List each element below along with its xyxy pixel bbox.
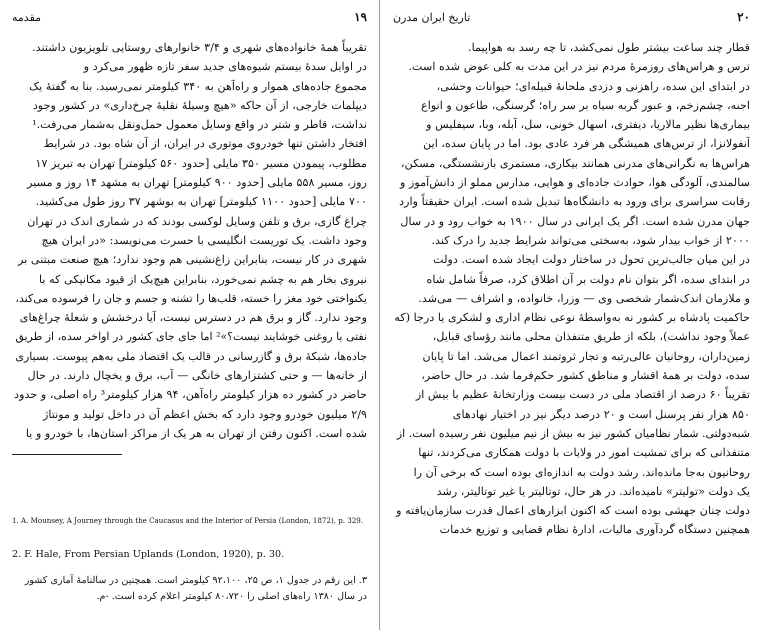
text-line: سده، دولت بر همهٔ اقشار و مناطق کشور حکم‌فرما شد. در حال حاضر، [421, 369, 750, 383]
text-line: هراس‌ها به نگرانی‌های مدرنی همانند بیکاری، مستمری بازنشستگی، مسکن، [401, 156, 750, 170]
text-line: نداشت، قاطر و شتر در واقع وسایل معمول حمل‌ونقل به‌شمار می‌رفت.¹ [32, 118, 367, 132]
text-line: ۷۰۰ مایلی [حدود ۱۱۰۰ کیلومتر] تهران به بوشهر ۳۷ روز طول می‌کشید. [35, 195, 367, 209]
left-page-number: ۱۹ [354, 10, 367, 24]
text-line: عملاً وجود نداشت)، بلکه از طریق متنفذان محلی مانند رؤسای قبایل، [432, 330, 750, 344]
right-running-head [393, 8, 750, 26]
text-line: روز، مسیر ۵۵۸ مایلی [حدود ۹۰۰ کیلومتر] تهران به مشهد ۱۴ روز و مسیر [27, 176, 367, 190]
right-body-text [393, 38, 750, 540]
left-page [0, 0, 380, 630]
text-line: نفتی یا روغنی خوشایند نیست؟»² اما جای جای کشور در اواخر سده، از طریق [15, 330, 367, 344]
left-running-head [12, 8, 367, 26]
right-page-number: ۲۰ [737, 10, 750, 24]
right-page [381, 0, 762, 630]
text-line: سالمندی، آلودگی هوا، حوادث جاده‌ای و هوایی، مدارس مملو از دانش‌آموز و [400, 176, 750, 190]
text-line: بیماری‌ها نظیر مالاریا، دیفتری، اسهال خونی، سل، آبله، وبا، سیفلیس و [426, 118, 750, 132]
text-line: شهری در کار نیست، بنابراین زاغ‌نشینی هم وجود ندارد؛ هیچ صنعت مبتنی بر [18, 253, 367, 267]
text-line: و ملازمان اندک‌شمار شخصی وی — وزرا، خانواده، و اشراف — می‌شد. [418, 291, 750, 305]
text-line: ترس و هراس‌های روزمرهٔ مردم نیز در این مدت به کلی عوض شده است. [408, 60, 750, 74]
text-line: در ابتدای سده، اگر بتوان نام دولت بر آن اطلاق کرد، صرفاً شامل شاه [426, 272, 750, 286]
text-line: مطلوب، پیمودن مسیر ۳۵۰ مایلی [حدود ۵۶۰ کیلومتر] تهران به تبریز ۱۷ [35, 156, 367, 170]
text-line: چراغ گازی، برق و تلفن وسایل لوکسی بودند که در شماری اندک در تهران [27, 214, 367, 228]
text-line: شده است. اکنون رفتن از تهران به هر یک از مراکز استان‌ها، با خودرو و یا [25, 426, 367, 440]
text-line: در این میان جالب‌ترین تحول در ساختار دولت ایجاد شده است. دولت [433, 253, 750, 267]
footnote-rule [12, 454, 122, 455]
footnote-3-line-1: ۳. این رقم در جدول ۱، ص ۲۵، ۹۲،۱۰۰ کیلومتر است. همچنین در سالنامهٔ آماری کشور [24, 575, 367, 586]
text-line: در اوایل سدهٔ بیستم شیوه‌های جدید سفر تازه ظهور می‌کرد و [83, 60, 367, 74]
text-line: جهان مدرن شده است. اگر یک ایرانی در سال ۱۹۰۰ به خواب رود و در سال [400, 214, 750, 228]
text-line: شبه‌دولتی. شمار نظامیان کشور نیز به بیش از نیم میلیون نفر رسیده است. از [396, 426, 750, 440]
text-line: دیپلمات خارجی، از آن حاکه «هیچ وسیلهٔ نقلیهٔ چرخ‌داری» در کشور وجود [32, 98, 367, 112]
text-line: قطار چند ساعت بیشتر طول نمی‌کشد، تا چه رسد به هواپیما. [468, 41, 750, 54]
footnote-1: 1. A. Mounsey, A Journey through the Caucasus and the Interior of Persia (London, 1872), p. 329. [12, 516, 364, 525]
text-line: یکنواختی خود مغز را خسته، قلب‌ها را تشنه و جسم و جان را فرسوده می‌کند، [15, 291, 367, 305]
text-line: تقریباً همهٔ خانواده‌های شهری و ۳/۴ خانوارهای روستایی تلویزیون داشتند. [32, 41, 367, 54]
text-line: دولت چنان جهشی بوده است که اکنون ابزارهای اعمال قدرت سازمان‌یافته و [396, 504, 750, 518]
text-line: در ابتدای این سده، راهزنی و دزدی ملحانهٔ قبیله‌ای؛ حیوانات وحشی، [436, 79, 750, 93]
text-line: تقریباً ۶۰ درصد از اقتصاد ملی در دست بیست وزارتخانهٔ عظیم با بیش از [415, 388, 750, 402]
text-line: زمین‌داران، روحانیان عالی‌رتبه و تجار ثروتمند اعمال می‌شد. اما تا پایان [422, 349, 750, 363]
text-line: از خانه‌ها — و حتی کشتزارهای خانگی — آب، برق و یخچال دارند. در حال [27, 369, 367, 383]
text-line: آنفولانزا، از ترس‌های همیشگی هر فرد عادی بود. اما در پایان سده، این [423, 137, 750, 151]
text-line: نیروی بخار هم به چشم نمی‌خورد، بنابراین هیچ‌یک از قیود مکانیکی که با [39, 272, 367, 286]
text-line: متنفذانی که برای تمشیت امور در ولایات با دولت همکاری می‌کردند، تنها [418, 446, 750, 460]
text-line: ۲۰۰۰ از خواب بیدار شود، به‌سختی می‌تواند شرایط جدید را درک کند. [431, 233, 750, 247]
right-header-title: تاریخ ایران مدرن [393, 10, 471, 24]
text-line: وجود داشت. یک توریست انگلیسی با حسرت می‌نویسد: «در ایران هیچ [41, 233, 367, 247]
footnote-2: 2. F. Hale, From Persian Uplands (London, 1920), p. 30. [12, 549, 285, 560]
text-line: جاده‌ها، شبکهٔ برق و گازرسانی در قالب یک اقتصاد ملی به‌هم پیوست. بسیاری [15, 349, 367, 363]
text-line: وجود ندارد. گاز و برق هم در دسترس نیست، آیا درخشش و شعلهٔ چراغ‌های [19, 311, 367, 325]
text-line: حاکمیت پادشاه بر کشور نه به‌واسطهٔ نوعی نظام اداری و لشکری یا درجا (که [394, 311, 750, 325]
left-header-title: مقدمه [12, 10, 42, 24]
text-line: اجنه، چشم‌زخم، و عبور گربه سیاه بر سر راه؛ گرسنگی، طاعون و انواع [421, 98, 750, 112]
text-line: ۸۵۰ هزار نفر پرسنل است و ۲۰ درصد دیگر نیز در اختیار نهادهای [452, 407, 750, 421]
text-line: حاضر در کشور ده هزار کیلومتر راه‌آهن، ۹۴ هزار کیلومتر³ راه اصلی، و حدود [14, 388, 367, 402]
text-line: ۲/۹ میلیون خودرو وجود دارد که بخش اعظم آن در داخل تولید و مونتاژ [42, 407, 367, 421]
text-line: یک دولت «تولیتر» نامیده‌اند. در هر حال، توتالیتر یا غیر توتالیتر، رشد [436, 484, 750, 498]
text-line: همچنین دستگاه گردآوری مالیات، ادارهٔ نظام قضایی و توزیع خدمات [439, 523, 750, 537]
text-line: افتخار داشتن تنها خودروی موتوری در ایران، از آن شاه بود. در شرایط [43, 137, 367, 151]
text-line: روحانیون به‌جا مانده‌اند. رشد دولت به اندازه‌ای بوده است که برخی آن را [413, 465, 750, 479]
text-line: مجموع جاده‌های هموار و راه‌آهن به ۳۴۰ کیلومتر نمی‌رسید. بنا به گفتهٔ یک [29, 79, 367, 93]
left-body-text [12, 38, 367, 443]
footnote-3-line-2: در سال ۱۳۸۰ راه‌های اصلی را ۸۰،۷۲۰ کیلومتر اعلام کرده است. -م. [96, 591, 367, 602]
text-line: رقابت سراسری برای ورود به دانشگاه‌ها تبدیل شده است. ایران حقیقتاً وارد [399, 195, 750, 209]
